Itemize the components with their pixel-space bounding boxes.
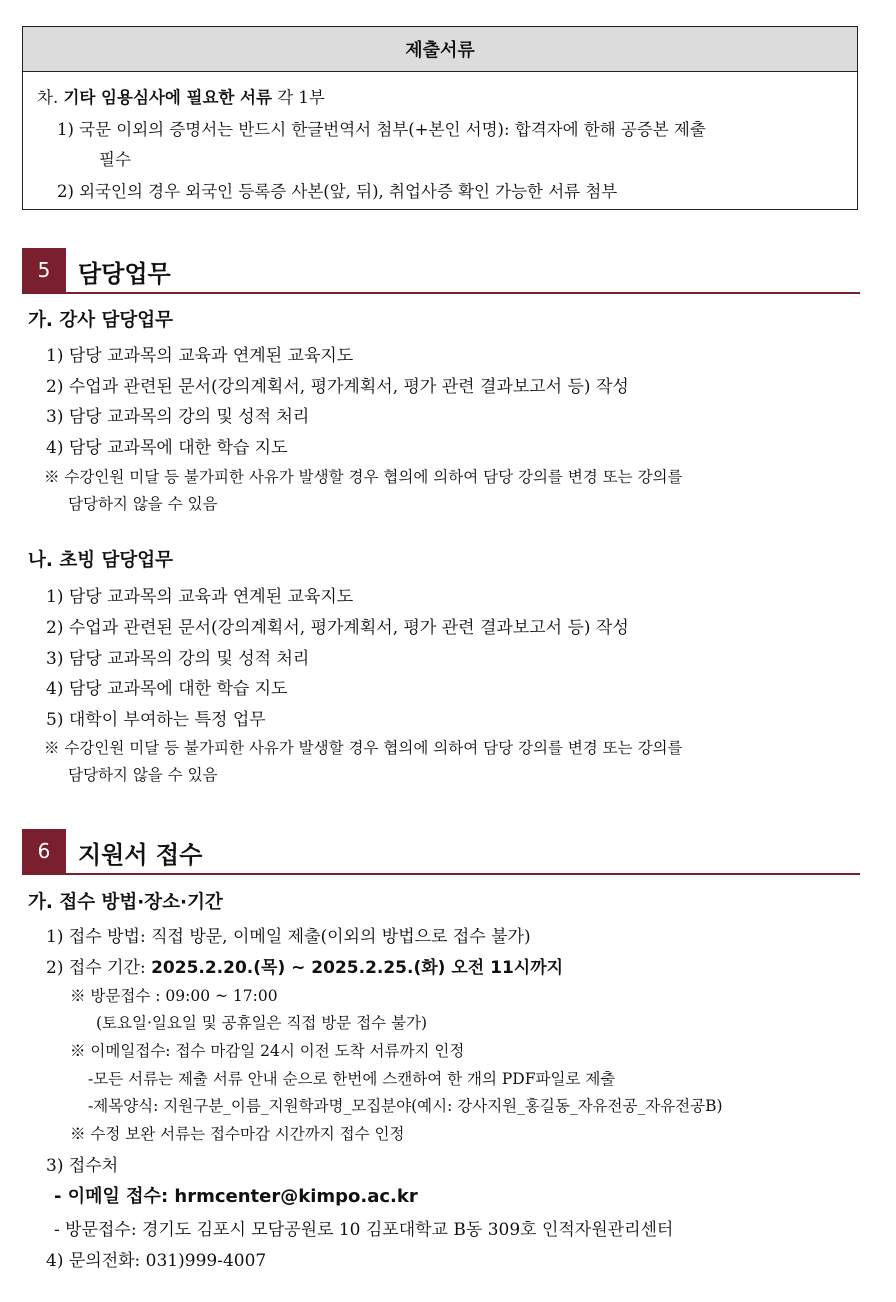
application-period-value: 2025.2.20.(목) ~ 2025.2.25.(화) 오전 11시까지 bbox=[151, 958, 564, 978]
doc-sub2: 2) 외국인의 경우 외국인 등록증 사본(앞, 뒤), 취업사증 확인 가능한 서류 첨부 bbox=[57, 182, 618, 201]
application-period bbox=[46, 953, 563, 978]
visit-holiday-note: (토요일·일요일 및 공휴일은 직접 방문 접수 불가) bbox=[96, 1014, 428, 1032]
lecturer-duty-2: 2) 수업과 관련된 문서(강의계획서, 평가계획서, 평가 관련 결과보고서 등) 작성 bbox=[46, 377, 629, 397]
required-documents-title: 제출서류 bbox=[23, 27, 857, 72]
doc-item-cha bbox=[37, 84, 325, 108]
section-6-number: 6 bbox=[22, 829, 66, 873]
invited-note-line1: ※ 수강인원 미달 등 불가피한 사유가 발생할 경우 협의에 의하여 담당 강의를 변경 또는 강의를 bbox=[44, 739, 683, 757]
lecturer-duties-heading: 가. 강사 담당업무 bbox=[28, 310, 174, 331]
email-detail-subject: -제목양식: 지원구분_이름_지원학과명_모집분야(예시: 강사지원_홍길동_자유전공_자유전공B) bbox=[88, 1097, 723, 1115]
email-deadline-note: ※ 이메일접수: 접수 마감일 24시 이전 도착 서류까지 인정 bbox=[70, 1042, 465, 1060]
application-method: 1) 접수 방법: 직접 방문, 이메일 제출(이외의 방법으로 접수 불가) bbox=[46, 927, 531, 947]
invited-note-line2: 담당하지 않을 수 있음 bbox=[68, 766, 218, 784]
email-submission: - 이메일 접수: hrmcenter@kimpo.ac.kr bbox=[54, 1186, 418, 1207]
contact-phone: 4) 문의전화: 031)999-4007 bbox=[46, 1251, 267, 1271]
invited-duty-3: 3) 담당 교과목의 강의 및 성적 처리 bbox=[46, 649, 310, 669]
section-5-number: 5 bbox=[22, 248, 66, 292]
revision-note: ※ 수정 보완 서류는 접수마감 시간까지 접수 인정 bbox=[70, 1125, 405, 1143]
section-5-title: 담당업무 bbox=[78, 260, 171, 288]
invited-duty-2: 2) 수업과 관련된 문서(강의계획서, 평가계획서, 평가 관련 결과보고서 등) 작성 bbox=[46, 618, 629, 638]
email-detail-pdf: -모든 서류는 제출 서류 안내 순으로 한번에 스캔하여 한 개의 PDF파일로 제출 bbox=[88, 1070, 616, 1088]
application-method-heading: 가. 접수 방법·장소·기간 bbox=[28, 892, 223, 913]
doc-item-suffix: 각 1부 bbox=[277, 88, 325, 107]
section-5-header bbox=[22, 248, 860, 294]
doc-item-bold: 기타 임용심사에 필요한 서류 bbox=[63, 88, 272, 107]
lecturer-duty-3: 3) 담당 교과목의 강의 및 성적 처리 bbox=[46, 407, 310, 427]
lecturer-duty-1: 1) 담당 교과목의 교육과 연계된 교육지도 bbox=[46, 346, 354, 366]
application-place-label: 3) 접수처 bbox=[46, 1156, 119, 1176]
required-documents-box bbox=[22, 26, 858, 210]
lecturer-duty-4: 4) 담당 교과목에 대한 학습 지도 bbox=[46, 438, 288, 458]
invited-duty-1: 1) 담당 교과목의 교육과 연계된 교육지도 bbox=[46, 587, 354, 607]
section-6-header bbox=[22, 829, 860, 875]
invited-duty-5: 5) 대학이 부여하는 특정 업무 bbox=[46, 710, 266, 730]
visit-submission-address: - 방문접수: 경기도 김포시 모담공원로 10 김포대학교 B동 309호 인적자원관리센터 bbox=[54, 1220, 674, 1240]
section-6-title: 지원서 접수 bbox=[78, 841, 203, 869]
doc-sub1-line2: 필수 bbox=[99, 150, 131, 169]
doc-sub1-line1: 1) 국문 이외의 증명서는 반드시 한글번역서 첨부(+본인 서명): 합격자에 한해 공증본 제출 bbox=[57, 120, 706, 139]
invited-duties-heading: 나. 초빙 담당업무 bbox=[28, 550, 174, 571]
lecturer-note-line1: ※ 수강인원 미달 등 불가피한 사유가 발생할 경우 협의에 의하여 담당 강의를 변경 또는 강의를 bbox=[44, 468, 683, 486]
invited-duty-4: 4) 담당 교과목에 대한 학습 지도 bbox=[46, 679, 288, 699]
application-period-label: 2) 접수 기간: bbox=[46, 958, 146, 978]
doc-item-prefix: 차. bbox=[37, 88, 59, 107]
visit-hours-note: ※ 방문접수 : 09:00 ~ 17:00 bbox=[70, 987, 278, 1005]
lecturer-note-line2: 담당하지 않을 수 있음 bbox=[68, 495, 218, 513]
